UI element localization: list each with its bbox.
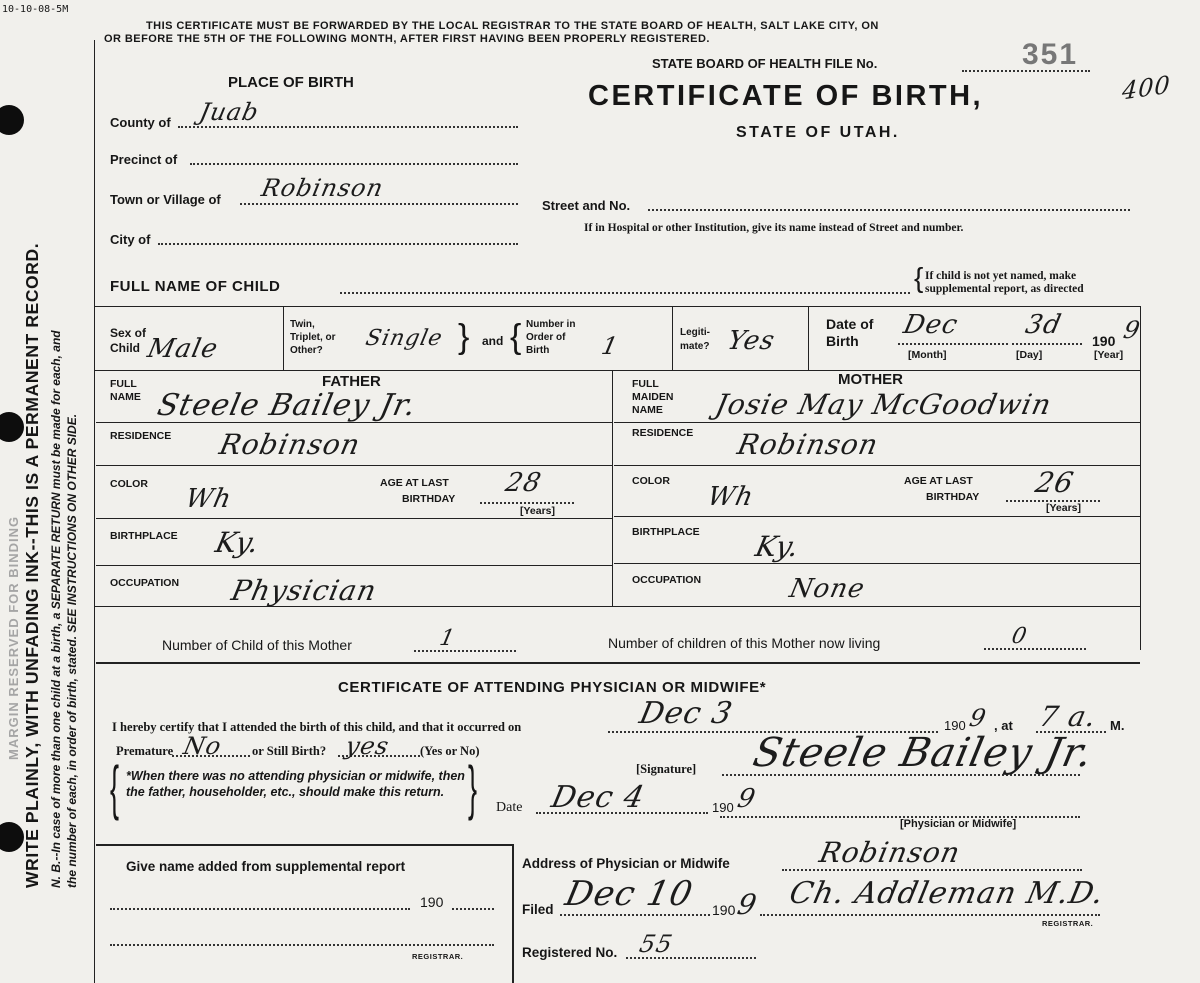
header-instruction-line2: OR BEFORE THE 5TH OF THE FOLLOWING MONTH, AFTER FIRST HAVING BEEN PROPERLY REGISTERED.: [104, 33, 710, 45]
form-left-border: [94, 40, 95, 983]
dob-year-prefix: 190: [1092, 333, 1116, 349]
stillbirth-value: yes: [343, 732, 393, 760]
multiple-birth-note-line2: the number of each, in order of birth, stated. SEE INSTRUCTIONS ON OTHER SIDE.: [65, 413, 79, 888]
father-color-label: COLOR: [110, 478, 148, 490]
supplemental-registrar-line: [110, 944, 494, 946]
city-line: [158, 243, 518, 245]
physician-date-year-prefix: 190: [712, 800, 734, 815]
year-caption: [Year]: [1094, 349, 1124, 361]
dob-month-line: [898, 343, 1008, 345]
registered-label: Registered No.: [522, 945, 618, 960]
physician-date-year: 9: [734, 784, 759, 814]
dob-month-value: Dec: [900, 310, 961, 340]
legit-value: Yes: [724, 326, 778, 356]
supplemental-year-prefix: 190: [420, 894, 444, 910]
child-row-divider-2: [672, 306, 673, 370]
binding-hole-bottom: [0, 822, 24, 852]
city-label: City of: [110, 232, 151, 247]
street-line: [648, 209, 1130, 211]
premature-label: Premature: [116, 744, 174, 758]
father-residence-label: RESIDENCE: [110, 430, 172, 442]
town-line: [240, 203, 518, 205]
twin-label: Twin, Triplet, or Other?: [290, 319, 336, 356]
brace-not-named: {: [914, 262, 924, 293]
supplemental-name-line: [110, 908, 410, 910]
physician-year-prefix: 190: [944, 718, 966, 733]
precinct-line: [190, 163, 518, 165]
parents-divider: [612, 370, 613, 606]
address-line: [782, 869, 1082, 871]
yes-no-caption: (Yes or No): [420, 744, 480, 758]
margin-faint-text: MARGIN RESERVED FOR BINDING: [6, 515, 21, 760]
date-of-birth-label: Date of Birth: [826, 316, 874, 349]
child-row-bottom-rule: [94, 370, 1140, 371]
supplemental-registrar: REGISTRAR.: [412, 952, 464, 961]
order-value: 1: [599, 332, 622, 360]
binding-hole-top: [0, 105, 24, 135]
certificate-title: CERTIFICATE OF BIRTH,: [588, 80, 984, 112]
county-label: County of: [110, 115, 171, 130]
county-value: Juab: [197, 98, 262, 126]
mother-years-caption: [Years]: [1046, 502, 1082, 514]
registrar-signature-line: [760, 914, 1100, 916]
precinct-label: Precinct of: [110, 152, 178, 167]
filed-date-line: [560, 914, 710, 916]
registrar-signature: Ch. Addleman M.D.: [786, 876, 1108, 911]
file-number-label: STATE BOARD OF HEALTH FILE No.: [652, 56, 878, 71]
permanent-record-notice: WRITE PLAINLY, WITH UNFADING INK--THIS IS A PERMANENT RECORD.: [22, 242, 42, 888]
mother-age-label-1: AGE AT LAST: [904, 475, 973, 487]
mother-birthplace-rule: [614, 563, 1140, 564]
at-label: , at: [994, 718, 1013, 733]
brace-twin: }: [458, 318, 470, 356]
father-birthplace: Ky.: [212, 526, 263, 559]
not-named-note: If child is not yet named, make supplemental report, as directed: [925, 270, 1084, 295]
filed-label: Filed: [522, 902, 554, 917]
mother-occupation-label: OCCUPATION: [632, 574, 702, 586]
file-number: 351: [1022, 38, 1079, 71]
sex-label-text: Sex of Child: [110, 326, 147, 355]
form-right-border: [1140, 306, 1141, 650]
father-residence-rule: [96, 465, 612, 466]
mother-occupation: None: [786, 574, 868, 604]
and-label: and: [482, 334, 504, 348]
father-years-caption: [Years]: [520, 505, 556, 517]
physician-birth-date: Dec 3: [636, 696, 736, 731]
twin-value: Single: [363, 326, 446, 351]
mother-full-name-label: FULL MAIDEN NAME: [632, 378, 674, 416]
hospital-note: If in Hospital or other Institution, give its name instead of Street and number.: [584, 222, 964, 234]
street-label: Street and No.: [542, 198, 631, 213]
physician-heading: CERTIFICATE OF ATTENDING PHYSICIAN OR MIDWIFE*: [338, 679, 767, 696]
day-caption: [Day]: [1016, 349, 1043, 361]
registered-no: 55: [637, 930, 676, 958]
supplemental-top-rule: [96, 844, 512, 846]
mother-age-label-2: BIRTHDAY: [926, 491, 980, 503]
physician-address: Robinson: [816, 836, 964, 869]
place-of-birth-heading: PLACE OF BIRTH: [228, 74, 354, 91]
premature-value: No: [181, 732, 225, 760]
mother-residence: Robinson: [734, 428, 882, 461]
dob-year-value: 9: [1121, 316, 1144, 344]
father-full-name: Steele Bailey Jr.: [154, 388, 420, 423]
margin-note: 400: [1121, 70, 1172, 106]
county-line: [178, 126, 518, 128]
father-name-rule: [96, 422, 612, 423]
supplemental-right-border: [512, 844, 514, 983]
filed-date: Dec 10: [561, 874, 697, 914]
header-instruction-line1: THIS CERTIFICATE MUST BE FORWARDED BY THE LOCAL REGISTRAR TO THE STATE BOARD OF HEALTH, SALT LAKE CITY, ON: [146, 20, 879, 32]
dob-day-line: [1012, 343, 1082, 345]
date-label: Date: [496, 800, 523, 815]
father-occupation-label: OCCUPATION: [110, 577, 180, 589]
physician-signature: Steele Bailey Jr.: [749, 730, 1098, 776]
dob-day-value: 3d: [1022, 310, 1065, 340]
physician-year: 9: [967, 704, 990, 732]
father-age: 28: [502, 468, 545, 498]
no-physician-note: *When there was no attending physician or midwife, then the father, householder, etc., should make this return.: [126, 769, 465, 799]
mother-color: Wh: [704, 482, 757, 512]
town-value: Robinson: [259, 174, 387, 202]
order-label: Number in Order of Birth: [526, 319, 576, 356]
mother-heading: MOTHER: [838, 371, 903, 388]
brace-note-right: }: [468, 754, 478, 821]
mother-color-label: COLOR: [632, 475, 670, 487]
month-caption: [Month]: [908, 349, 947, 361]
father-birthplace-label: BIRTHPLACE: [110, 530, 178, 542]
children-living-line: [984, 648, 1086, 650]
father-heading: FATHER: [322, 373, 381, 390]
brace-order: {: [510, 318, 522, 356]
father-full-name-label: FULL NAME: [110, 378, 141, 403]
sex-value: Male: [144, 334, 222, 364]
address-label: Address of Physician or Midwife: [522, 856, 730, 871]
filed-year: 9: [734, 888, 761, 921]
father-age-line: [480, 502, 574, 504]
mother-birthplace: Ky.: [752, 530, 803, 563]
father-color: Wh: [182, 484, 235, 514]
children-living-value: 0: [1009, 624, 1030, 649]
mother-color-rule: [614, 516, 1140, 517]
filed-year-prefix: 190: [712, 902, 736, 918]
brace-note-left: {: [110, 754, 120, 821]
child-name-label: FULL NAME OF CHILD: [110, 278, 281, 295]
physician-caption: [Physician or Midwife]: [900, 818, 1017, 830]
child-of-mother-label: Number of Child of this Mother: [162, 637, 352, 653]
child-of-mother-line: [414, 650, 516, 652]
father-age-label-1: AGE AT LAST: [380, 477, 449, 489]
father-birthplace-rule: [96, 565, 612, 566]
father-age-label-2: BIRTHDAY: [402, 493, 456, 505]
mother-birthplace-label: BIRTHPLACE: [632, 526, 700, 538]
certificate-subtitle: STATE OF UTAH.: [736, 124, 900, 141]
legit-label: Legiti- mate?: [680, 327, 710, 352]
physician-caption-line: [720, 816, 1080, 818]
father-occupation: Physician: [228, 574, 380, 607]
certify-text: I hereby certify that I attended the birth of this child, and that it occurred on: [112, 720, 522, 734]
supplemental-year-line: [452, 908, 494, 910]
child-row-top-rule: [94, 306, 1140, 307]
stillbirth-label: or Still Birth?: [252, 744, 327, 758]
multiple-birth-note-line1: N. B.--In case of more than one child at a birth, a SEPARATE RETURN must be made for each, and: [49, 330, 63, 888]
mother-name-rule: [614, 422, 1140, 423]
father-residence: Robinson: [216, 428, 364, 461]
birth-time: 7 a.: [1036, 700, 1100, 733]
counts-bottom-rule: [96, 662, 1140, 664]
mother-age: 26: [1032, 466, 1078, 499]
mother-full-name: Josie May McGoodwin: [712, 388, 1055, 421]
registrar-label: REGISTRAR.: [1042, 919, 1094, 928]
town-label: Town or Village of: [110, 192, 221, 207]
child-of-mother-value: 1: [437, 626, 458, 651]
father-color-rule: [96, 518, 612, 519]
signature-label: [Signature]: [636, 762, 697, 776]
binding-hole-middle: [0, 412, 24, 442]
m-label: M.: [1110, 718, 1125, 733]
children-living-label: Number of children of this Mother now living: [608, 635, 881, 651]
physician-date: Dec 4: [548, 780, 648, 815]
form-code: 10-10-08-5M: [2, 4, 69, 15]
supplemental-heading: Give name added from supplemental report: [126, 859, 406, 874]
child-name-line: [340, 292, 910, 294]
child-row-divider-1: [283, 306, 284, 370]
child-row-divider-3: [808, 306, 809, 370]
mother-residence-label: RESIDENCE: [632, 427, 694, 439]
